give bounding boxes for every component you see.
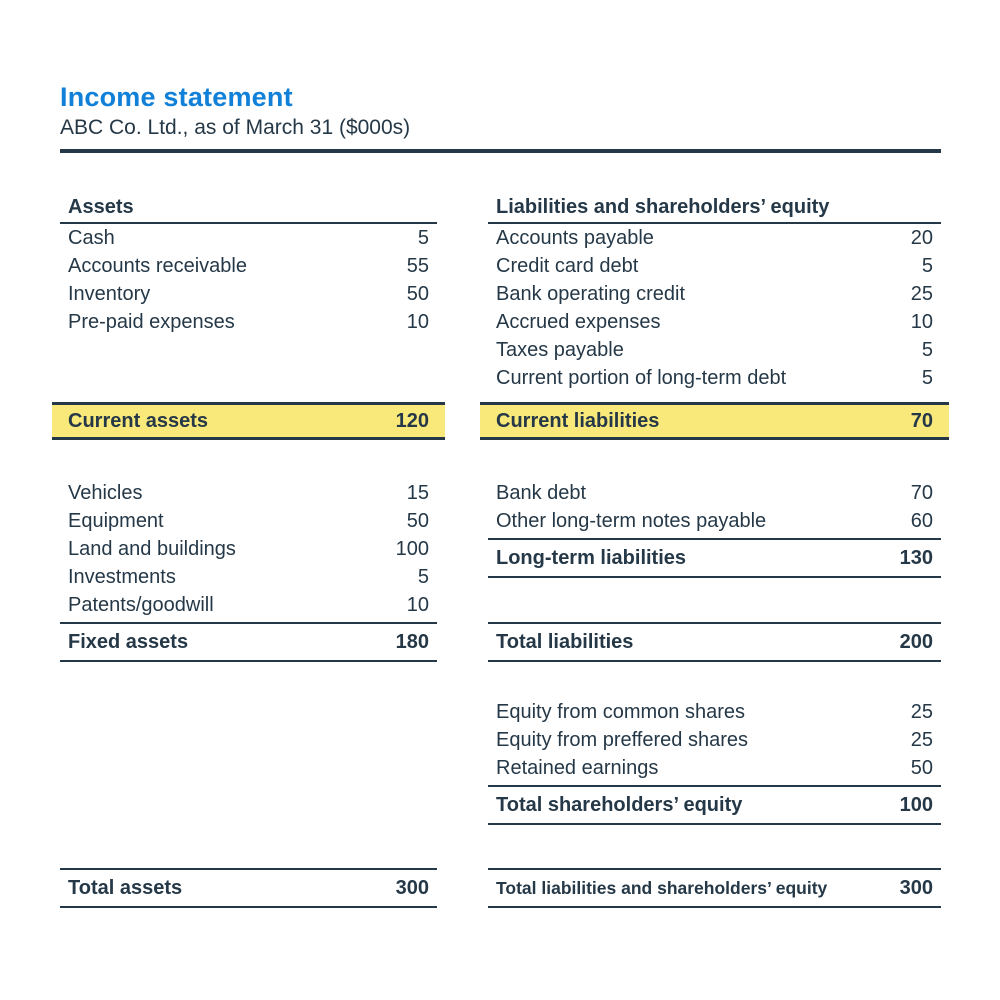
table-row — [488, 308, 941, 336]
row-value: 100 — [395, 537, 429, 560]
table-row — [488, 754, 941, 782]
table-row — [60, 224, 437, 252]
row-label: Land and buildings — [68, 537, 236, 560]
row-label: Bank operating credit — [496, 282, 686, 305]
row-value: 120 — [395, 409, 429, 432]
table-row — [488, 479, 941, 507]
table-row — [488, 252, 941, 280]
spacer — [488, 578, 941, 622]
row-label: Equipment — [68, 509, 164, 532]
row-label: Equity from preffered shares — [496, 728, 748, 751]
row-value: 25 — [910, 282, 933, 305]
current-assets-highlight-row — [52, 402, 445, 440]
table-row — [60, 535, 437, 563]
table-row — [488, 507, 941, 535]
total-assets-row — [60, 868, 437, 908]
row-value: 50 — [910, 756, 933, 779]
current-liabilities-highlight-row — [480, 402, 949, 440]
row-label: Accounts payable — [496, 226, 654, 249]
row-label: Accounts receivable — [68, 254, 247, 277]
table-row — [60, 563, 437, 591]
row-label: Investments — [68, 565, 176, 588]
table-row — [60, 507, 437, 535]
row-value: 5 — [417, 565, 429, 588]
spacer — [488, 440, 941, 479]
row-value: 5 — [921, 366, 933, 389]
table-row — [488, 698, 941, 726]
spacer — [60, 440, 437, 479]
liabilities-column-header: Liabilities and shareholders’ equity — [488, 192, 941, 224]
table-row — [60, 252, 437, 280]
table-row — [488, 280, 941, 308]
assets-column-header: Assets — [60, 192, 437, 224]
title-divider — [60, 149, 941, 153]
row-value: 10 — [406, 310, 429, 333]
row-value: 300 — [395, 876, 429, 899]
row-label: Other long-term notes payable — [496, 509, 767, 532]
row-value: 5 — [921, 254, 933, 277]
spacer — [60, 336, 437, 402]
total-liabilities-row — [488, 622, 941, 662]
row-label: Current assets — [68, 409, 209, 432]
row-value: 50 — [406, 509, 429, 532]
row-label: Bank debt — [496, 481, 587, 504]
row-label: Inventory — [68, 282, 151, 305]
row-label: Total assets — [68, 876, 183, 899]
row-label: Total liabilities — [496, 630, 634, 653]
table-row — [60, 308, 437, 336]
row-label: Total shareholders’ equity — [496, 793, 743, 816]
row-label: Credit card debt — [496, 254, 639, 277]
table-row — [60, 479, 437, 507]
row-label: Vehicles — [68, 481, 143, 504]
row-label: Accrued expenses — [496, 310, 661, 333]
table-row — [488, 336, 941, 364]
row-value: 15 — [406, 481, 429, 504]
longterm-liabilities-total-row — [488, 538, 941, 578]
row-label: Equity from common shares — [496, 700, 745, 723]
table-row — [488, 364, 941, 392]
table-row — [60, 280, 437, 308]
row-label: Pre-paid expenses — [68, 310, 235, 333]
spacer — [488, 825, 941, 868]
row-value: 70 — [910, 409, 933, 432]
row-label: Retained earnings — [496, 756, 659, 779]
row-value: 50 — [406, 282, 429, 305]
row-value: 55 — [406, 254, 429, 277]
page-subtitle: ABC Co. Ltd., as of March 31 ($000s) — [60, 116, 411, 139]
page-title: Income statement — [60, 82, 293, 112]
spacer — [488, 662, 941, 698]
row-label: Current liabilities — [496, 409, 660, 432]
row-label: Cash — [68, 226, 115, 249]
row-value: 25 — [910, 728, 933, 751]
row-value: 10 — [406, 593, 429, 616]
spacer — [60, 662, 437, 868]
row-label: Fixed assets — [68, 630, 189, 653]
row-value: 25 — [910, 700, 933, 723]
table-row — [488, 224, 941, 252]
row-label: Current portion of long-term debt — [496, 366, 787, 389]
row-value: 70 — [910, 481, 933, 504]
total-shareholders-equity-row — [488, 785, 941, 825]
row-value: 60 — [910, 509, 933, 532]
row-value: 20 — [910, 226, 933, 249]
row-value: 10 — [910, 310, 933, 333]
fixed-assets-total-row — [60, 622, 437, 662]
row-value: 200 — [899, 630, 933, 653]
table-row — [488, 726, 941, 754]
row-value: 5 — [417, 226, 429, 249]
total-liabilities-and-equity-row — [488, 868, 941, 908]
row-value: 300 — [899, 876, 933, 899]
row-value: 180 — [395, 630, 429, 653]
row-label: Total liabilities and shareholders’ equity — [496, 877, 828, 898]
table-row — [60, 591, 437, 619]
liabilities-column — [488, 192, 941, 908]
row-label: Taxes payable — [496, 338, 624, 361]
row-value: 100 — [899, 793, 933, 816]
row-label: Long-term liabilities — [496, 546, 687, 569]
row-value: 5 — [921, 338, 933, 361]
assets-column — [60, 192, 437, 908]
row-value: 130 — [899, 546, 933, 569]
spacer — [488, 392, 941, 402]
row-label: Patents/goodwill — [68, 593, 214, 616]
